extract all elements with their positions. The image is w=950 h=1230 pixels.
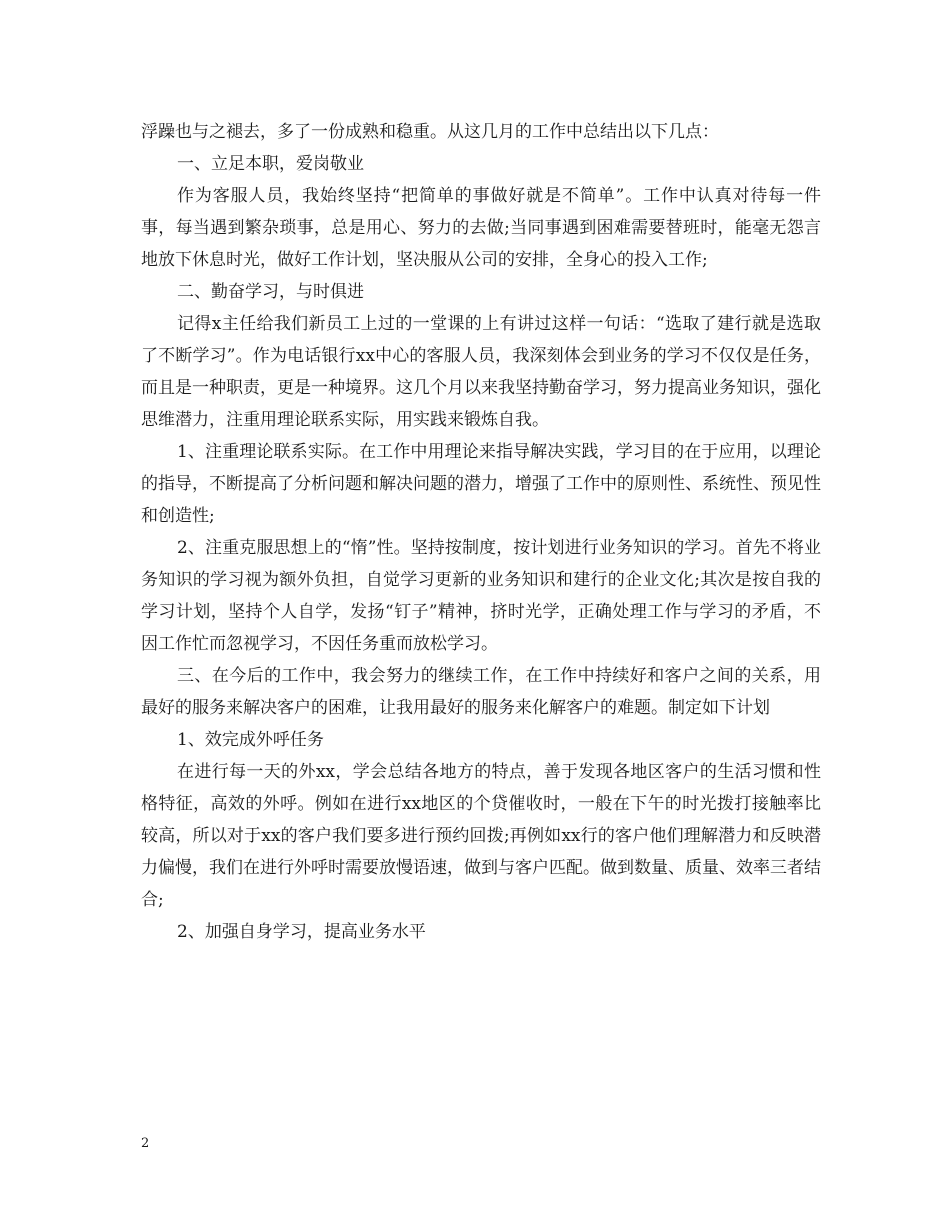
paragraph-point-laziness: 2、注重克服思想上的“惰”性。坚持按制度，按计划进行业务知识的学习。首先不将业务知识的学习视为额外负担，自觉学习更新的业务知识和建行的企业文化;其次是按自我的学习计划，坚持个人自学，发扬“钉子”精神，挤时光学，正确处理工作与学习的矛盾，不因工作忙而忽视学习，不因任务重而放松学习。 <box>141 538 821 654</box>
heading-plan-one: 1、效完成外呼任务 <box>177 730 324 750</box>
heading-section-two: 二、勤奋学习，与时俱进 <box>177 282 364 302</box>
paragraph-outbound-calls: 在进行每一天的外xx，学会总结各地方的特点，善于发现各地区客户的生活习惯和性格特征，高效的外呼。例如在进行xx地区的个贷催收时，一般在下午的时光拨打接触率比较高，所以对于xx的客户我们要多进行预约回拨;再例如xx行的客户他们理解潜力和反映潜力偏慢，我们在进行外呼时需要放慢语速，做到与客户匹配。做到数量、质量、效率三者结合; <box>141 762 821 910</box>
heading-plan-two: 2、加强自身学习，提高业务水平 <box>177 922 426 942</box>
heading-section-one: 一、立足本职，爱岗敬业 <box>177 154 364 174</box>
page-number: 2 <box>141 1136 150 1151</box>
heading-section-three: 三、在今后的工作中，我会努力的继续工作，在工作中持续好和客户之间的关系，用最好的服务来解决客户的困难，让我用最好的服务来化解客户的难题。制定如下计划 <box>141 666 821 718</box>
paragraph-learning: 记得x主任给我们新员工上过的一堂课的上有讲过这样一句话：“选取了建行就是选取了不断学习”。作为电话银行xx中心的客服人员，我深刻体会到业务的学习不仅仅是任务，而且是一种职责，更是一种境界。这几个月以来我坚持勤奋学习，努力提高业务知识，强化思维潜力，注重用理论联系实际，用实践来锻炼自我。 <box>141 314 821 430</box>
paragraph-continuation: 浮躁也与之褪去，多了一份成熟和稳重。从这几月的工作中总结出以下几点： <box>141 122 719 142</box>
paragraph-point-theory: 1、注重理论联系实际。在工作中用理论来指导解决实践，学习目的在于应用，以理论的指导，不断提高了分析问题和解决问题的潜力，增强了工作中的原则性、系统性、预见性和创造性; <box>141 442 821 526</box>
document-body <box>141 116 821 948</box>
paragraph-customer-service: 作为客服人员，我始终坚持“把简单的事做好就是不简单”。工作中认真对待每一件事，每当遇到繁杂琐事，总是用心、努力的去做;当同事遇到困难需要替班时，能毫无怨言地放下休息时光，做好工作计划，坚决服从公司的安排，全身心的投入工作; <box>141 186 821 270</box>
